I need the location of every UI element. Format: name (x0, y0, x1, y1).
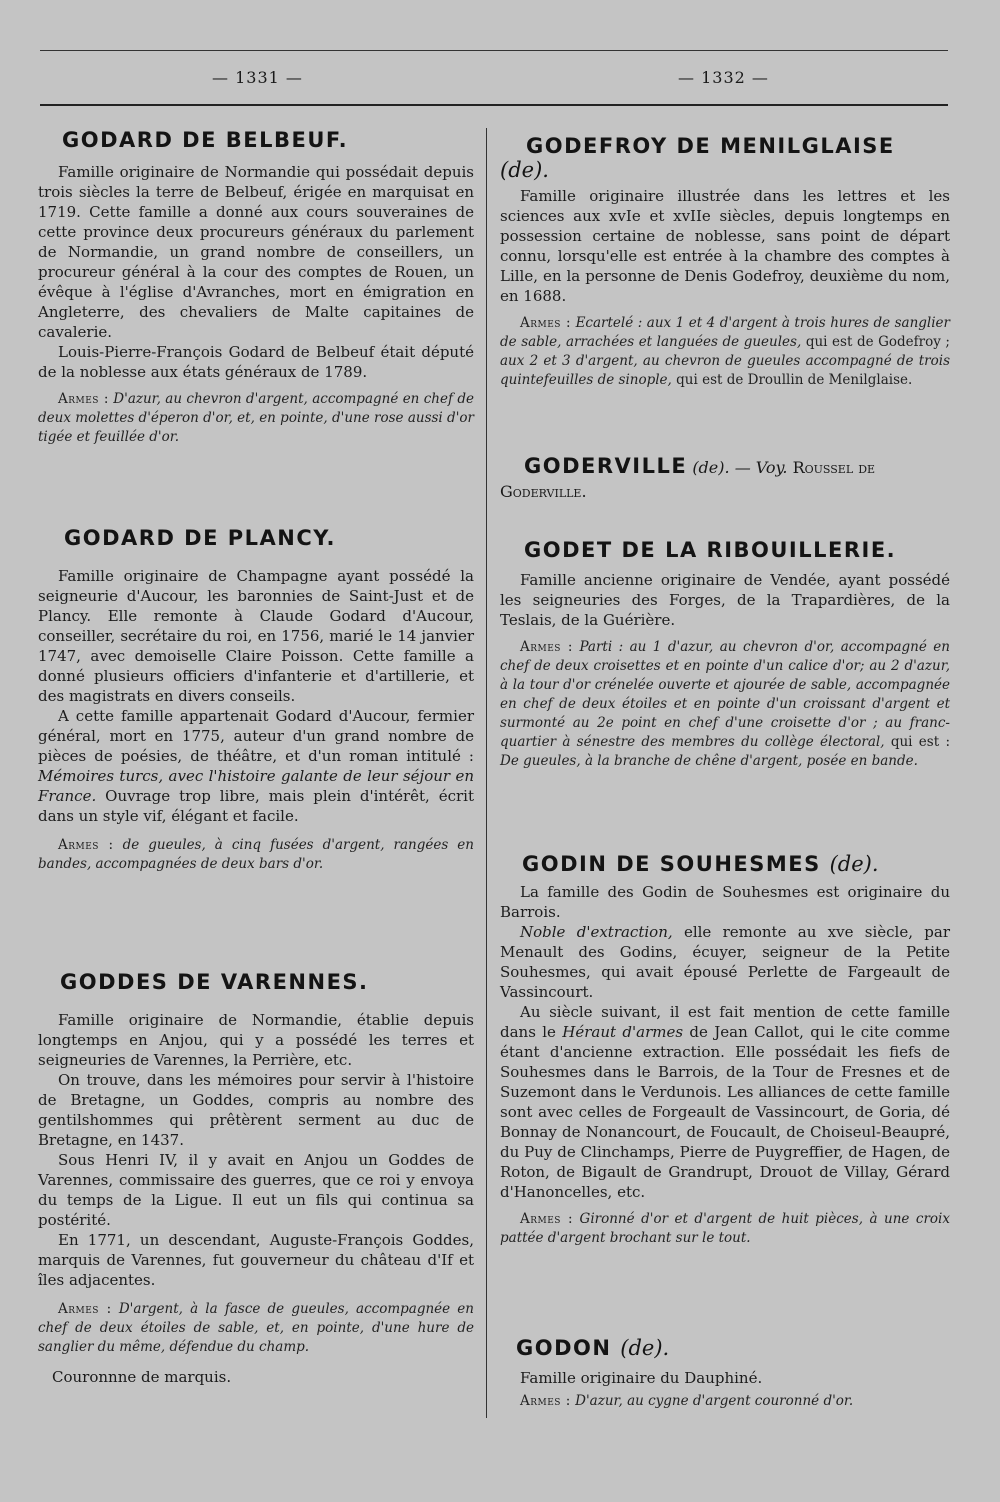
text-run: Ouvrage trop libre, mais plein d'intérêt, écrit dans un style vif, élégant et facile. (38, 787, 474, 825)
entry-goderville (500, 454, 950, 504)
entry-heading: GODDES DE VARENNES. (60, 970, 369, 994)
entry-paragraph: Sous Henri IV, il y avait en Anjou un Goddes de Varennes, commissaire des guerres, que ce roi y envoya du temps de la Ligue. Il eut un fils qui continua sa postérité. (38, 1151, 474, 1229)
entry-paragraph (500, 922, 950, 1002)
text-run: de Jean Callot, qui le cite comme étant d'ancienne extraction. Elle possédait les fiefs de Souhesmes dans le Barrois, de la Tour de Fresnes et de Suzemont dans le Verdunois. Les alliances de cette famille sont avec celles de Forgeault de Vassincourt, de Goria, dé Bonnay de Nonancourt, de Foucault, de Choiseul-Beaupré, du Puy de Clinchamps, Pierre de Puygreffier, de Hagen, de Roton, de Bigault de Grandrupt, Drouot de Villay, Gérard d'Hanoncelles, etc. (500, 1023, 950, 1201)
entry-paragraph: Famille originaire illustrée dans les lettres et les sciences aux xvIe et xvIIe siècles, depuis longtemps en possession certaine de noblesse, sans point de départ connu, lorsqu'elle est entrée à la chambre des comptes à Lille, en la personne de Denis Godefroy, deuxième du nom, en 1688. (500, 187, 950, 305)
entry-godefroy-de-menilglaise (500, 134, 950, 390)
heading-text: GODIN DE SOUHESMES (522, 852, 821, 876)
arms-paragraph (500, 314, 950, 390)
arms-paragraph (38, 1300, 474, 1357)
arms-text: aux 2 et 3 d'argent, au chevron de gueules accompagné de trois quintefeuilles de sinople, (500, 353, 950, 388)
heading-particle: (de). (500, 158, 549, 182)
crown-note: Couronnne de marquis. (52, 1368, 232, 1386)
arms-paragraph (500, 1210, 950, 1248)
arms-paragraph (38, 836, 474, 874)
text-run: A cette famille appartenait Godard d'Aucour, fermier général, mort en 1775, auteur d'un grand nombre de pièces de poésies, de théâtre, et d'un roman intitulé : (38, 707, 474, 765)
entry-paragraph: Famille originaire du Dauphiné. (520, 1369, 763, 1387)
entry-heading: GODARD DE PLANCY. (64, 526, 336, 550)
reference-link: Roussel de Goderville. (500, 458, 876, 501)
heading-particle: (de). (692, 458, 730, 477)
arms-text: D'azur, au chevron d'argent, accompagné en chef de deux molettes d'éperon d'or, et, en pointe, d'une rose aussi d'or tigée et feuillée d'or. (38, 391, 474, 445)
entry-goddes-de-varennes (38, 970, 474, 1387)
arms-paragraph (38, 390, 474, 447)
column-divider (486, 128, 487, 1418)
cross-reference (500, 454, 950, 504)
entry-paragraph: En 1771, un descendant, Auguste-François Goddes, marquis de Varennes, fut gouverneur du château d'If et îles adjacentes. (38, 1231, 474, 1289)
entry-paragraph (38, 706, 474, 826)
heading-text: GODEFROY DE MENILGLAISE (526, 134, 895, 158)
arms-label: Armes : (520, 639, 573, 655)
see-also: — Voy. (734, 458, 788, 477)
entry-paragraph: La famille des Godin de Souhesmes est originaire du Barrois. (500, 883, 950, 921)
entry-paragraph (500, 1002, 950, 1202)
arms-label: Armes : (58, 391, 109, 407)
page-number-left: — 1331 — (212, 68, 303, 87)
arms-label: Armes : (58, 837, 114, 853)
arms-attribution: qui est de Droullin de Menilglaise. (676, 372, 913, 388)
italic-title: Héraut d'armes (562, 1023, 684, 1041)
entry-paragraph: On trouve, dans les mémoires pour servir à l'histoire de Bretagne, un Goddes, compris au nombre des gentilshommes qui prêtèrent serment au duc de Bretagne, en 1437. (38, 1071, 474, 1149)
arms-label: Armes : (520, 315, 572, 331)
arms-text: De gueules, à la branche de chêne d'argent, posée en bande. (500, 753, 918, 769)
entry-heading: GODERVILLE (524, 454, 688, 478)
italic-title: Mémoires turcs, avec l'histoire galante de leur séjour en France. (38, 767, 474, 805)
entry-paragraph: Famille originaire de Champagne ayant possédé la seigneurie d'Aucour, les baronnies de Saint-Just et de Plancy. Elle remonte à Claude Godard d'Aucour, conseiller, secrétaire du roi, en 1756, marié le 14 janvier 1747, avec demoiselle Claire Poisson. Cette famille a donné plusieurs officiers d'infanterie et d'artillerie, et des magistrats en divers conseils. (38, 567, 474, 705)
arms-paragraph (500, 1392, 950, 1411)
entry-paragraph: Famille originaire de Normandie, établie depuis longtemps en Anjou, qui y a possédé les terres et seigneuries de Varennes, la Perrière, etc. (38, 1011, 474, 1069)
heading-particle: (de). (620, 1336, 670, 1360)
entry-godin-de-souhesmes (500, 852, 950, 1248)
entry-heading: GODET DE LA RIBOUILLERIE. (524, 538, 897, 562)
entry-paragraph: Louis-Pierre-François Godard de Belbeuf était député de la noblesse aux états généraux de 1789. (38, 343, 474, 381)
entry-godard-de-belbeuf (38, 128, 474, 447)
entry-paragraph: Famille ancienne originaire de Vendée, ayant possédé les seigneuries des Forges, de la Trapardières, de la Teslais, de la Guérière. (500, 571, 950, 629)
entry-paragraph: Famille originaire de Normandie qui possédait depuis trois siècles la terre de Belbeuf, érigée en marquisat en 1719. Cette famille a donné aux cours souveraines de cette province deux procureurs généraux du parlement de Normandie, un grand nombre de conseillers, un procureur général à la cour des comptes de Rouen, un évêque à l'église d'Avranches, mort en émigration en Angleterre, des chevaliers de Malte capitaines de cavalerie. (38, 163, 474, 341)
entry-godon (500, 1336, 950, 1411)
entry-heading (516, 1336, 950, 1360)
arms-label: Armes : (520, 1211, 574, 1227)
page-number-right: — 1332 — (678, 68, 769, 87)
entry-godard-de-plancy (38, 526, 474, 874)
entry-heading (500, 134, 950, 182)
heading-particle: (de). (829, 852, 879, 876)
entry-godet-de-la-ribouillerie (500, 538, 950, 771)
arms-text: de gueules, à cinq fusées d'argent, rangées en bandes, accompagnées de deux bars d'or. (38, 837, 474, 872)
arms-attribution: qui est : (890, 734, 950, 750)
text-run: elle remonte au xve siècle, par Menault des Godins, écuyer, seigneur de la Petite Souhesmes, qui avait épousé Perlette de Fargeault de Vassincourt. (500, 923, 950, 1001)
arms-attribution: qui est de Godefroy ; (805, 334, 950, 350)
arms-text: D'argent, à la fasce de gueules, accompagnée en chef de deux étoiles de sable, et, en pointe, d'une hure de sanglier du même, défendue du champ. (38, 1301, 474, 1355)
entry-heading (522, 852, 950, 876)
arms-label: Armes : (58, 1301, 112, 1317)
header-rule (40, 104, 948, 106)
arms-text: Parti : au 1 d'azur, au chevron d'or, accompagné en chef de deux croisettes et en pointe d'un calice d'or; au 2 d'azur, à la tour d'or crénelée ouverte et ajourée de sable, accompagnée en chef de deux étoiles et en pointe d'un croissant d'argent et surmonté au 2e point en chef d'une croisette d'or ; au franc-quartier à sénestre des membres du collège électoral, (500, 639, 950, 750)
arms-text: Gironné d'or et d'argent de huit pièces, à une croix pattée d'argent brochant sur le tout. (500, 1211, 950, 1246)
italic-phrase: Noble d'extraction, (520, 923, 673, 941)
heading-text: GODON (516, 1336, 612, 1360)
arms-text: D'azur, au cygne d'argent couronné d'or. (575, 1393, 854, 1409)
arms-text: Ecartelé : aux 1 et 4 d'argent à trois hures de sanglier de sable, arrachées et languées de gueules, (500, 315, 950, 350)
entry-heading: GODARD DE BELBEUF. (62, 128, 349, 152)
arms-label: Armes : (520, 1393, 571, 1409)
arms-paragraph (500, 638, 950, 771)
text-run: Au siècle suivant, il est fait mention de cette famille dans le (500, 1003, 950, 1041)
top-rule (40, 50, 948, 51)
